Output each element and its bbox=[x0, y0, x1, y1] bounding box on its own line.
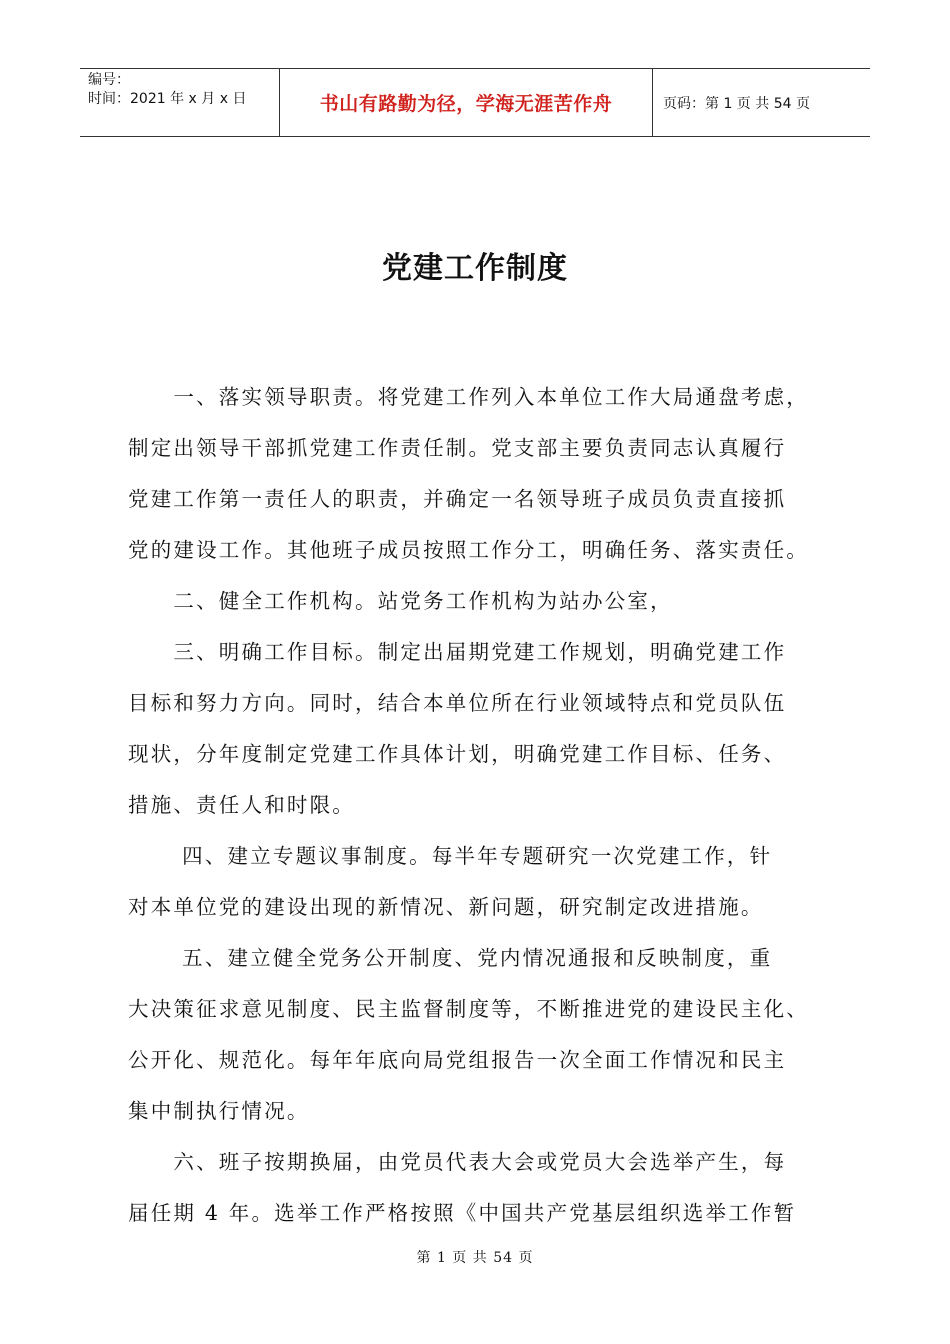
text-line: 五、建立健全党务公开制度、党内情况通报和反映制度，重 bbox=[128, 946, 773, 970]
text-line: 集中制执行情况。 bbox=[128, 1099, 310, 1123]
page-header bbox=[80, 68, 870, 137]
text-line: 公开化、规范化。每年年底向局党组报告一次全面工作情况和民主 bbox=[128, 1048, 787, 1072]
header-meta bbox=[80, 69, 280, 136]
text-line: 对本单位党的建设出现的新情况、新问题，研究制定改进措施。 bbox=[128, 895, 764, 919]
text-line: 党建工作第一责任人的职责，并确定一名领导班子成员负责直接抓 bbox=[128, 487, 787, 511]
document-date-label: 时间：2021 年 x 月 x 日 bbox=[88, 91, 247, 107]
text-line: 届任期 4 年。选举工作严格按照《中国共产党基层组织选举工作暂 bbox=[128, 1201, 797, 1225]
document-title: 党建工作制度 bbox=[382, 251, 568, 286]
text-line: 一、落实领导职责。将党建工作列入本单位工作大局通盘考虑， bbox=[128, 385, 809, 409]
text-line: 制定出领导干部抓党建工作责任制。党支部主要负责同志认真履行 bbox=[128, 436, 787, 460]
text-line: 现状，分年度制定党建工作具体计划，明确党建工作目标、任务、 bbox=[128, 742, 787, 766]
header-motto: 书山有路勤为径，学海无涯苦作舟 bbox=[280, 69, 653, 136]
header-page-code: 页码：第 1 页 共 54 页 bbox=[663, 95, 810, 112]
text-line: 四、建立专题议事制度。每半年专题研究一次党建工作，针 bbox=[128, 844, 773, 868]
text-line: 二、健全工作机构。站党务工作机构为站办公室， bbox=[128, 589, 673, 613]
page-footer: 第 1 页 共 54 页 bbox=[416, 1250, 534, 1266]
text-line: 目标和努力方向。同时，结合本单位所在行业领域特点和党员队伍 bbox=[128, 691, 787, 715]
text-line: 措施、责任人和时限。 bbox=[128, 793, 355, 817]
document-number-label: 编号： bbox=[88, 72, 130, 88]
document-body bbox=[128, 372, 838, 1239]
text-line: 党的建设工作。其他班子成员按照工作分工，明确任务、落实责任。 bbox=[128, 538, 809, 562]
text-line: 三、明确工作目标。制定出届期党建工作规划，明确党建工作 bbox=[128, 640, 787, 664]
text-line: 大决策征求意见制度、民主监督制度等，不断推进党的建设民主化、 bbox=[128, 997, 809, 1021]
text-line: 六、班子按期换届，由党员代表大会或党员大会选举产生，每 bbox=[128, 1150, 787, 1174]
